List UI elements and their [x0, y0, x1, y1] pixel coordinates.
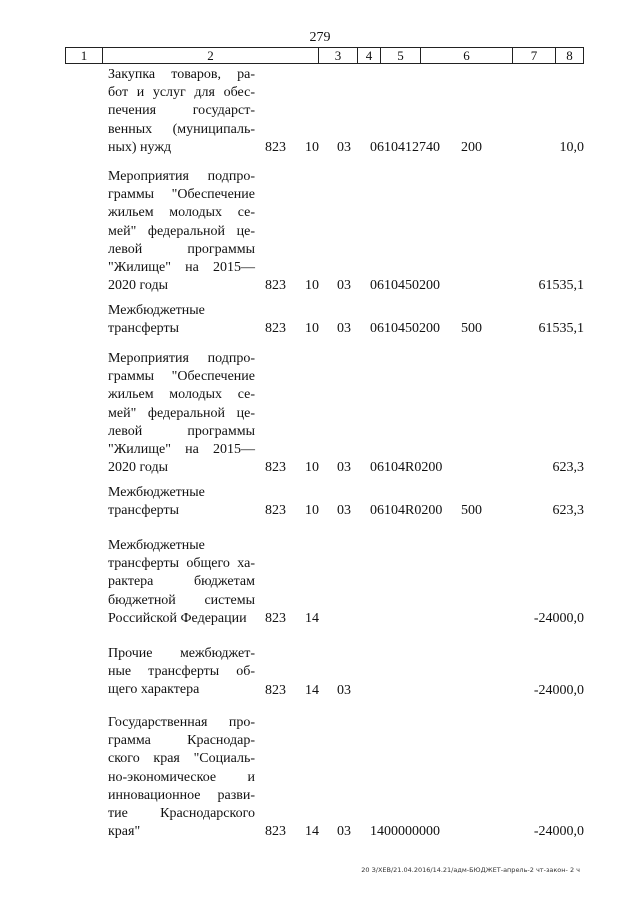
expense-type-code: 500 — [461, 503, 482, 519]
target-article-code: 06104R0200 — [370, 503, 443, 519]
section-code: 14 — [305, 682, 319, 698]
subsection-code: 03 — [337, 682, 351, 698]
description-line: левой программы — [108, 241, 255, 257]
description-line: Закупка товаров, ра- — [108, 67, 255, 82]
description-line: трансферты общего ха- — [108, 556, 255, 572]
description-line: Российской Федерации — [108, 610, 247, 626]
admin-code: 823 — [265, 503, 286, 519]
row-description — [108, 484, 255, 520]
table-row — [0, 168, 640, 295]
description-line: края" — [108, 824, 141, 840]
description-line: мей" федеральной це- — [108, 405, 255, 421]
header-col-6: 6 — [421, 48, 513, 63]
description-line: щего характера — [108, 682, 200, 698]
subsection-code: 03 — [337, 140, 351, 155]
header-col-3: 3 — [319, 48, 358, 63]
description-line: жильем молодых се- — [108, 387, 255, 403]
row-description — [108, 350, 255, 477]
description-line: мей" федеральной це- — [108, 223, 255, 239]
amount: -24000,0 — [533, 824, 584, 840]
description-line: граммы "Обеспечение — [108, 187, 255, 203]
header-col-2: 2 — [103, 48, 319, 63]
section-code: 14 — [305, 824, 319, 840]
amount: -24000,0 — [533, 611, 584, 626]
section-code: 10 — [305, 278, 319, 294]
description-line: бот и услуг для обес- — [108, 85, 255, 101]
section-code: 10 — [305, 321, 319, 337]
admin-code: 823 — [265, 824, 286, 840]
section-code: 10 — [305, 503, 319, 519]
admin-code: 823 — [265, 611, 286, 626]
target-article-code: 06104R0200 — [370, 460, 443, 476]
description-line: жильем молодых се- — [108, 205, 255, 221]
target-article-code: 0610412740 — [370, 140, 440, 155]
target-article-code: 1400000000 — [370, 824, 440, 840]
description-line: 2020 годы — [108, 278, 169, 294]
amount: 61535,1 — [538, 278, 584, 294]
row-description — [108, 714, 255, 841]
description-line: левой программы — [108, 423, 255, 439]
header-col-4: 4 — [358, 48, 381, 63]
subsection-code: 03 — [337, 321, 351, 337]
subsection-code: 03 — [337, 503, 351, 519]
table-row — [0, 350, 640, 477]
section-code: 10 — [305, 460, 319, 476]
description-line: ского края "Социаль- — [108, 751, 255, 767]
row-description — [108, 302, 255, 338]
section-code: 14 — [305, 611, 319, 626]
amount: 623,3 — [552, 503, 584, 519]
section-code: 10 — [305, 140, 319, 155]
description-line: инновационное разви- — [108, 787, 255, 803]
description-line: ные трансферты об- — [108, 664, 255, 680]
amount: -24000,0 — [533, 682, 584, 698]
amount: 10,0 — [559, 140, 584, 155]
table-header — [65, 47, 584, 64]
description-line: трансферты — [108, 321, 180, 337]
target-article-code: 0610450200 — [370, 278, 440, 294]
header-col-5: 5 — [381, 48, 421, 63]
admin-code: 823 — [265, 140, 286, 155]
description-line: печения государст- — [108, 103, 255, 119]
description-line: бюджетной системы — [108, 592, 255, 608]
header-col-7: 7 — [513, 48, 556, 63]
description-line: ных) нужд — [108, 139, 172, 155]
subsection-code: 03 — [337, 824, 351, 840]
table-row — [0, 714, 640, 841]
table-row — [0, 484, 640, 520]
description-line: Государственная про- — [108, 715, 255, 730]
row-description — [108, 66, 255, 157]
admin-code: 823 — [265, 278, 286, 294]
subsection-code: 03 — [337, 460, 351, 476]
header-col-8: 8 — [566, 48, 573, 63]
description-line: трансферты — [108, 503, 180, 519]
header-col-1: 1 — [66, 48, 103, 63]
admin-code: 823 — [265, 460, 286, 476]
target-article-code: 0610450200 — [370, 321, 440, 337]
amount: 61535,1 — [538, 321, 584, 337]
row-description — [108, 537, 255, 628]
admin-code: 823 — [265, 321, 286, 337]
description-line: Межбюджетные — [108, 303, 205, 318]
expense-type-code: 200 — [461, 140, 482, 155]
description-line: но-экономическое и — [108, 769, 255, 785]
admin-code: 823 — [265, 682, 286, 698]
description-line: венных (муниципаль- — [108, 121, 255, 137]
page-number: 279 — [309, 30, 331, 45]
description-line: 2020 годы — [108, 460, 169, 476]
description-line: тие Краснодарского — [108, 806, 255, 822]
description-line: Межбюджетные — [108, 538, 205, 553]
description-line: Прочие межбюджет- — [108, 646, 255, 661]
description-line: Межбюджетные — [108, 485, 205, 500]
expense-type-code: 500 — [461, 321, 482, 337]
table-row — [0, 302, 640, 338]
description-line: рактера бюджетам — [108, 574, 255, 590]
subsection-code: 03 — [337, 278, 351, 294]
row-description — [108, 645, 255, 700]
description-line: "Жилище" на 2015— — [108, 442, 255, 458]
footer-note: 20 З/ХЕВ/21.04.2016/14.21/адм-БЮДЖЕТ-апрель-2 чт-закон- 2 ч — [361, 866, 580, 874]
description-line: Мероприятия подпро- — [108, 351, 255, 366]
table-row — [0, 66, 640, 157]
description-line: "Жилище" на 2015— — [108, 260, 255, 276]
row-description — [108, 168, 255, 295]
table-row — [0, 645, 640, 700]
description-line: Мероприятия подпро- — [108, 169, 255, 184]
description-line: граммы "Обеспечение — [108, 369, 255, 385]
description-line: грамма Краснодар- — [108, 733, 255, 749]
amount: 623,3 — [552, 460, 584, 476]
table-row — [0, 537, 640, 628]
